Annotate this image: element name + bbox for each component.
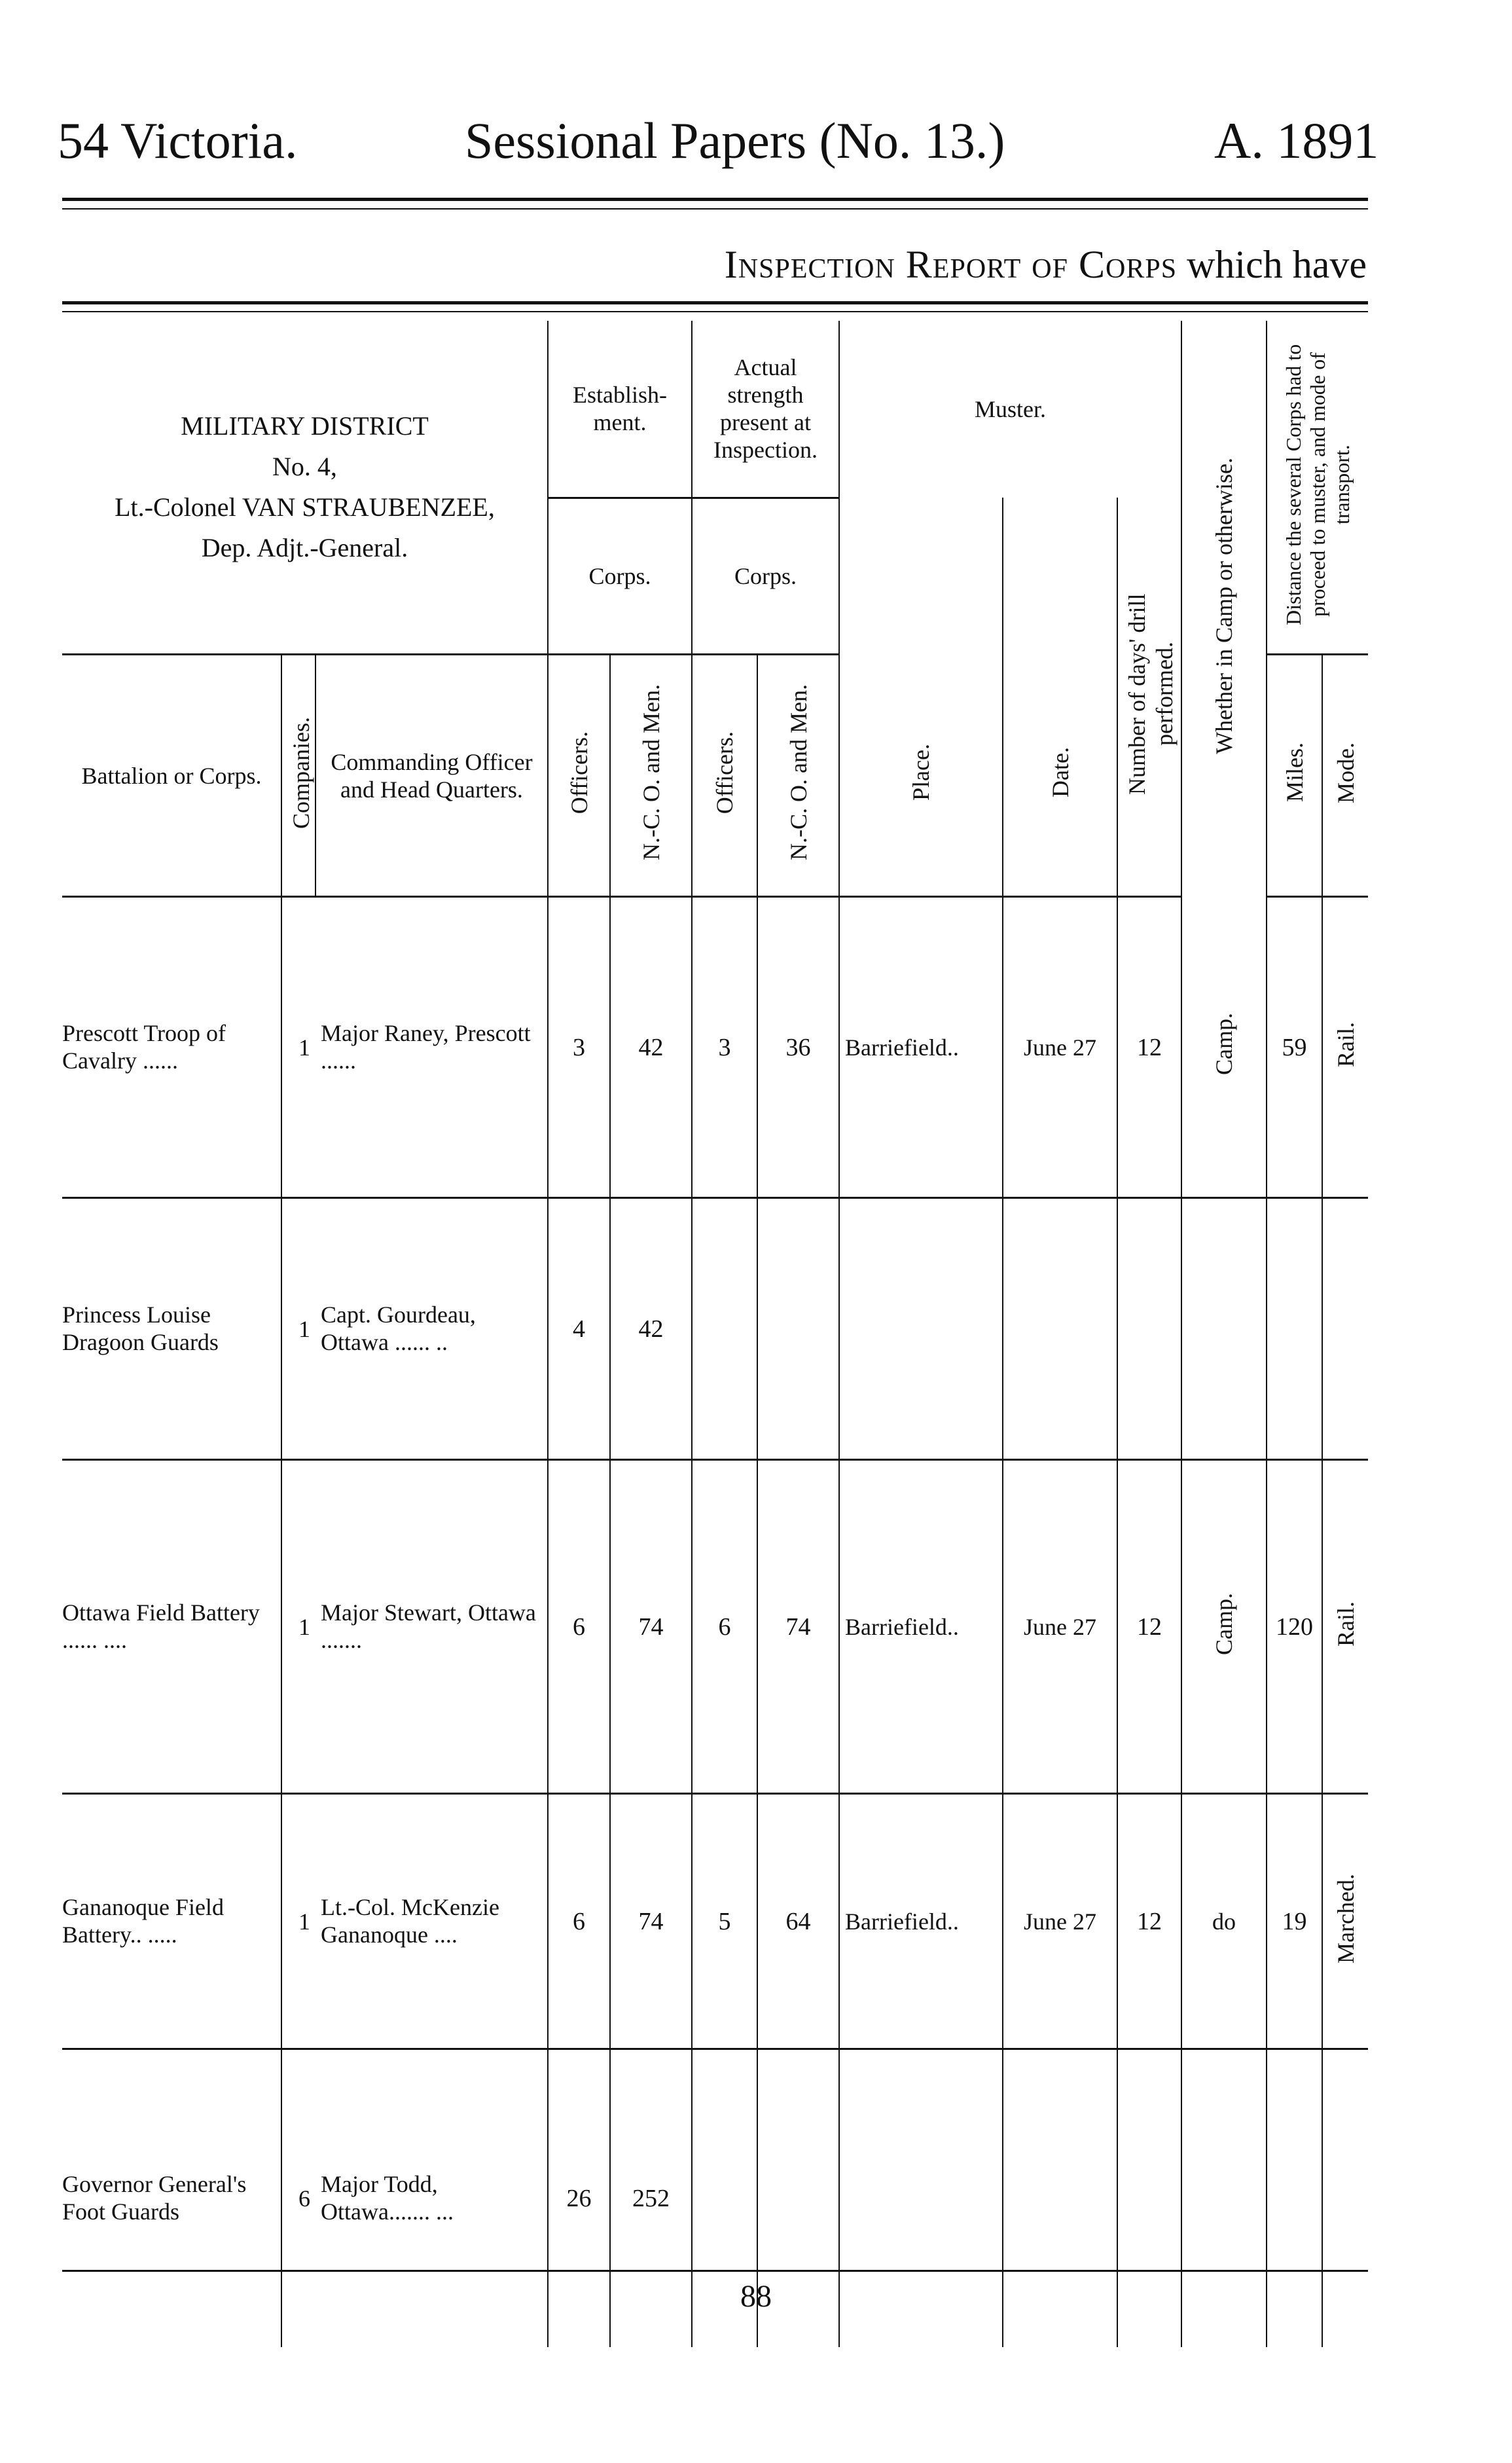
distance-miles: 59 [1267,897,1322,1198]
companies-header: Companies. [281,655,315,897]
date-header: Date. [1003,655,1117,897]
transport-mode: Marched. [1322,1794,1368,2049]
commanding-header: Commanding Officer and Head Quarters. [315,655,548,897]
act-officers [692,1198,757,1460]
header-left: 54 Victoria. [58,112,298,169]
est-nco: 42 [610,897,692,1198]
battalion-header: Battalion or Corps. [62,655,281,897]
companies-count: 1 [281,897,315,1198]
est-officers: 26 [548,2049,610,2347]
district-line1: MILITARY DISTRICT [181,411,429,441]
district-line2: No. 4, [272,452,337,481]
camp-header: Whether in Camp or otherwise. [1181,321,1267,897]
corps-name: Prescott Troop of Cavalry ...... [62,897,281,1198]
table-bottom-rule [62,2270,1368,2272]
table-row [62,1460,1368,1794]
est-nco-header: N.-C. O. and Men. [610,655,692,897]
actual-strength-header: Actual strength present at Inspection. [692,321,839,498]
drill-days [1117,1198,1181,1460]
transport-mode: Rail. [1322,1460,1368,1794]
muster-header: Muster. [839,321,1181,498]
corps-name: Princess Louise Dragoon Guards [62,1198,281,1460]
act-nco-header: N.-C. O. and Men. [757,655,839,897]
district-line4: Dep. Adjt.-General. [201,533,408,562]
commanding-officer: Major Raney, Prescott ...... [315,897,548,1198]
commanding-officer: Capt. Gourdeau, Ottawa ...... .. [315,1198,548,1460]
est-officers: 3 [548,897,610,1198]
act-nco: 36 [757,897,839,1198]
distance-miles [1267,1198,1322,1460]
act-officers: 6 [692,1460,757,1794]
est-nco: 74 [610,1794,692,2049]
table-row [62,897,1368,1198]
muster-date: June 27 [1003,897,1117,1198]
place-header: Place. [839,655,1003,897]
companies-count: 6 [281,2049,315,2347]
est-nco: 74 [610,1460,692,1794]
days-header: Number of days' drill performed. [1117,498,1181,897]
corps-name: Gananoque Field Battery.. ..... [62,1794,281,2049]
est-officers: 6 [548,1460,610,1794]
corps-name: Ottawa Field Battery ...... .... [62,1460,281,1794]
header-right: A. 1891 [1214,112,1379,169]
header-center: Sessional Papers (No. 13.) [465,112,1005,169]
table-row [62,1794,1368,2049]
muster-place: Barriefield.. [839,897,1003,1198]
mode-header: Mode. [1322,655,1368,897]
muster-date [1003,1198,1117,1460]
act-officers: 5 [692,1794,757,2049]
header-rule-top [62,198,1368,201]
title-rule-bottom [62,311,1368,312]
camp-status [1181,1198,1267,1460]
camp-status: Camp. [1181,1460,1267,1794]
establishment-header: Establish-ment. [548,321,692,498]
district-line3: Lt.-Colonel VAN STRAUBENZEE, [115,492,495,522]
commanding-officer: Major Stewart, Ottawa ....... [315,1460,548,1794]
muster-date: June 27 [1003,1794,1117,2049]
commanding-officer: Major Todd, Ottawa....... ... [321,2171,454,2225]
title-rule-top [62,301,1368,304]
drill-days: 12 [1117,1794,1181,2049]
report-title [725,242,1367,287]
transport-mode [1322,1198,1368,1460]
district-block [62,321,548,655]
page-number: 88 [740,2279,772,2314]
act-nco: 64 [757,1794,839,2049]
actual-corps-label: Corps. [692,498,839,655]
est-officers: 6 [548,1794,610,2049]
drill-days: 12 [1117,1460,1181,1794]
companies-count: 1 [281,1198,315,1460]
corps-name: Governor General's Foot Guards [62,2171,247,2225]
inspection-table [62,321,1368,2347]
establishment-corps-label: Corps. [548,498,692,655]
est-nco: 42 [610,1198,692,1460]
est-nco: 252 [610,2049,692,2347]
est-officers: 4 [548,1198,610,1460]
camp-status: do [1181,1794,1267,2049]
act-nco [757,1198,839,1460]
report-title-rest: which have [1187,243,1367,286]
header-rule-bottom [62,208,1368,210]
companies-count: 1 [281,1460,315,1794]
est-officers-header: Officers. [548,655,610,897]
act-officers-header: Officers. [692,655,757,897]
place-spacer [839,498,1003,655]
distance-miles: 120 [1267,1460,1322,1794]
muster-place: Barriefield.. [839,1794,1003,2049]
camp-status: Camp. [1181,897,1267,1198]
companies-count: 1 [281,1794,315,2049]
distance-header: Distance the several Corps had to proceed to muster, and mode of transport. [1267,321,1368,655]
table-row [62,1198,1368,1460]
commanding-officer: Lt.-Col. McKenzie Gananoque .... [315,1794,548,2049]
muster-date: June 27 [1003,1460,1117,1794]
act-nco: 74 [757,1460,839,1794]
distance-miles: 19 [1267,1794,1322,2049]
act-officers: 3 [692,897,757,1198]
drill-days: 12 [1117,897,1181,1198]
report-title-smallcaps: Inspection Report of Corps [724,243,1178,286]
date-spacer [1003,498,1117,655]
muster-place: Barriefield.. [839,1460,1003,1794]
transport-mode: Rail. [1322,897,1368,1198]
muster-place [839,1198,1003,1460]
miles-header: Miles. [1267,655,1322,897]
